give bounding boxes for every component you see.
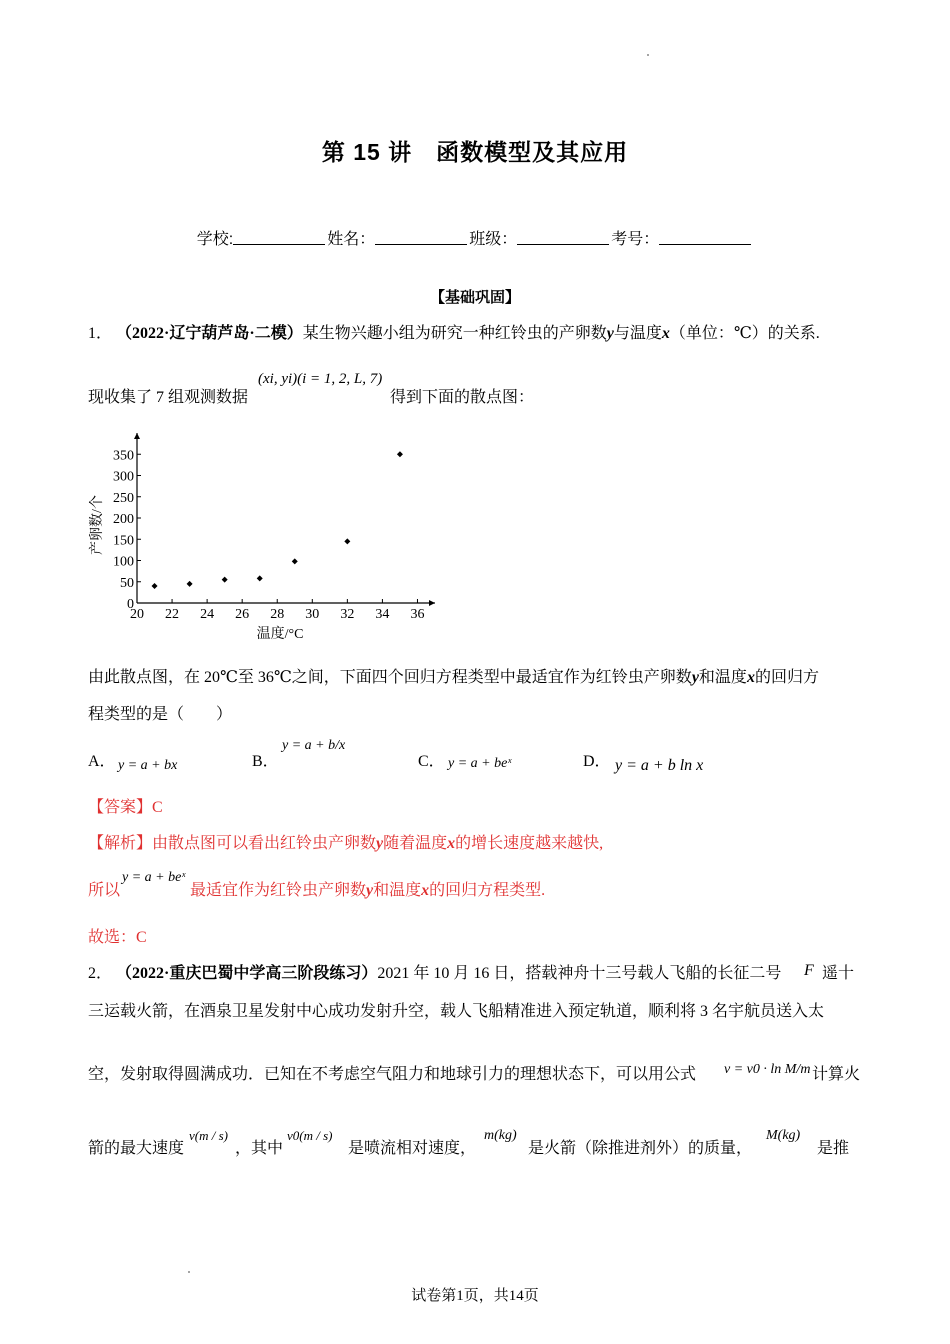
option-c-label: C． xyxy=(418,753,445,770)
q2-line2 xyxy=(88,1002,824,1022)
chart-points xyxy=(152,451,403,589)
q2-line4b xyxy=(235,1139,283,1159)
q1-var-y2: y xyxy=(691,669,699,686)
q2-line1b xyxy=(822,964,854,984)
q2-text7: ，其中 xyxy=(235,1140,284,1157)
student-info xyxy=(0,226,950,249)
option-b-label: B． xyxy=(252,753,279,770)
analysis-text1: 由散点图可以看出红铃虫产卵数 xyxy=(152,835,377,852)
x-tick-label: 32 xyxy=(340,607,355,622)
y-tick-label: 250 xyxy=(113,490,134,506)
conclusion: 故选：C xyxy=(88,929,147,946)
page-footer: 试卷第1页，共14页 xyxy=(411,1288,539,1304)
q1-source: （2022·辽宁葫芦岛·二模） xyxy=(116,325,303,342)
data-point xyxy=(397,451,403,457)
q2-m-unit: m(kg) xyxy=(484,1128,517,1143)
y-tick-label: 300 xyxy=(113,469,134,485)
school-label: 学校: xyxy=(196,231,234,248)
analysis-text2: 随着温度 xyxy=(383,835,448,852)
option-d[interactable] xyxy=(583,752,611,772)
q1-text2: 与温度 xyxy=(613,325,662,342)
x-tick-label: 28 xyxy=(270,607,285,622)
q2-line4e xyxy=(817,1139,849,1159)
q2-line4d xyxy=(528,1139,752,1159)
q2-text6: 箭的最大速度 xyxy=(88,1140,185,1157)
analysis-text4: 所以 xyxy=(88,882,121,899)
q2-line3b xyxy=(812,1065,860,1085)
x-axis-label: 温度/°C xyxy=(256,627,304,642)
y-axis-label: 产卵数/个 xyxy=(90,495,105,555)
q1-text4: 现收集了 7 组观测数据 xyxy=(88,389,249,406)
q1-var-y: y xyxy=(606,325,614,342)
q2-text2: 遥十 xyxy=(822,965,855,982)
q2-text4: 空，发射取得圆满成功．已知在不考虑空气阻力和地球引力的理想状态下，可以用公式 xyxy=(88,1066,697,1083)
analysis-var-x2: x xyxy=(421,882,430,899)
x-tick-label: 36 xyxy=(410,607,425,622)
data-point xyxy=(152,583,158,589)
class-field[interactable] xyxy=(517,230,609,245)
q2-v0-unit: v0(m / s) xyxy=(287,1128,333,1143)
q2-line4c xyxy=(348,1139,476,1159)
analysis-label: 【解析】 xyxy=(88,835,153,852)
y-tick-label: 200 xyxy=(113,512,134,527)
q1-var-x: x xyxy=(661,325,670,342)
q2-text10: 是推 xyxy=(817,1140,850,1157)
option-c-formula: y = a + beˣ xyxy=(448,756,512,771)
x-tick-label: 30 xyxy=(305,607,320,622)
q2-text8: 是喷流相对速度， xyxy=(348,1140,477,1157)
q2-text9: 是火箭（除推进剂外）的质量， xyxy=(528,1140,753,1157)
number-field[interactable] xyxy=(659,230,751,245)
analysis-text6: 和温度 xyxy=(373,882,422,899)
data-point xyxy=(222,577,228,583)
option-b-formula xyxy=(282,738,345,754)
q2-line1 xyxy=(88,964,781,984)
analysis-text7: 的回归方程类型. xyxy=(429,882,546,899)
q1-line2 xyxy=(88,388,248,408)
data-point xyxy=(257,575,263,581)
q1-line4 xyxy=(88,705,232,725)
q2-text3: 三运载火箭，在酒泉卫星发射中心成功发射升空，载人飞船精准进入预定轨道，顺利将 3 名宇航员送入太 xyxy=(88,1003,825,1020)
q1-text5: 得到下面的散点图： xyxy=(390,389,535,406)
school-field[interactable] xyxy=(233,230,325,245)
q1-text8: 的回归方 xyxy=(754,669,819,686)
analysis-text5: 最适宜作为红铃虫产卵数 xyxy=(190,882,367,899)
q1-line2b xyxy=(390,388,534,408)
y-tick-label: 150 xyxy=(113,533,134,549)
option-d-label: D． xyxy=(583,753,611,770)
option-a-label: A． xyxy=(88,753,116,770)
x-tick-label: 22 xyxy=(165,607,180,622)
q1-text6: 由此散点图，在 20℃至 36℃之间，下面四个回归方程类型中最适宜作为红铃虫产卵数 xyxy=(88,669,692,686)
q1-line3 xyxy=(88,668,819,688)
q1-line1 xyxy=(88,324,820,344)
analysis-text3: 的增长速度越来越快, xyxy=(455,835,604,852)
analysis-line1 xyxy=(88,834,603,854)
y-tick-label: 50 xyxy=(120,575,134,591)
analysis-line2a xyxy=(88,881,120,901)
analysis-line2b xyxy=(190,881,545,901)
y-axis-arrow xyxy=(134,433,140,439)
data-point xyxy=(187,581,193,587)
option-b[interactable] xyxy=(252,752,279,772)
analysis-formula: y = a + beˣ xyxy=(122,870,186,885)
data-point xyxy=(292,558,298,564)
name-field[interactable] xyxy=(375,230,467,245)
q2-formula: v = v0 · ln M/m xyxy=(724,1062,811,1077)
option-a[interactable] xyxy=(88,752,116,772)
option-b-formula-text: y = a + b/x xyxy=(282,738,346,753)
q2-text5: 计算火 xyxy=(812,1066,861,1083)
option-a-formula: y = a + bx xyxy=(118,758,178,773)
analysis-var-y: y xyxy=(376,835,384,852)
section-title: 【基础巩固】 xyxy=(429,289,520,306)
x-tick-label: 20 xyxy=(130,607,144,622)
class-label: 班级： xyxy=(469,231,518,248)
q2-text1: 2021 年 10 月 16 日，搭载神舟十三号载人飞船的长征二号 xyxy=(377,965,782,982)
conclusion-line xyxy=(88,928,147,948)
q2-v-unit: v(m / s) xyxy=(189,1128,228,1143)
option-c[interactable] xyxy=(418,752,445,772)
chart-axes xyxy=(113,433,435,622)
x-tick-label: 24 xyxy=(200,607,215,622)
y-tick-label: 100 xyxy=(113,554,134,570)
answer-value: C xyxy=(152,799,163,816)
number-label: 考号： xyxy=(611,231,660,248)
y-tick-label: 350 xyxy=(113,448,134,464)
corner-dot-bottom xyxy=(188,1271,190,1273)
y-tick-label: 0 xyxy=(127,597,134,612)
q2-line3 xyxy=(88,1065,696,1085)
q2-line4a xyxy=(88,1139,184,1159)
page-title: 第 15 讲 函数模型及其应用 xyxy=(321,139,629,165)
q2-number: 2． xyxy=(88,965,113,982)
answer-line xyxy=(88,798,163,818)
q2-M-unit: M(kg) xyxy=(766,1128,801,1143)
option-d-formula: y = a + b ln x xyxy=(615,757,704,774)
analysis-var-x: x xyxy=(447,835,456,852)
answer-label: 【答案】 xyxy=(88,799,153,816)
corner-dot-top xyxy=(647,54,649,56)
q1-text1: 某生物兴趣小组为研究一种红铃虫的产卵数 xyxy=(302,325,607,342)
scatter-chart xyxy=(85,425,455,655)
name-label: 姓名： xyxy=(327,231,376,248)
q2-source: （2022·重庆巴蜀中学高三阶段练习） xyxy=(116,965,378,982)
q1-data-formula: (xi, yi)(i = 1, 2, L, 7) xyxy=(258,371,383,387)
q1-text9: 程类型的是（ ） xyxy=(88,706,233,723)
analysis-var-y2: y xyxy=(366,882,374,899)
x-tick-label: 26 xyxy=(235,607,250,622)
q1-text3: （单位：℃）的关系. xyxy=(669,325,820,342)
data-point xyxy=(344,538,350,544)
x-tick-label: 34 xyxy=(375,607,390,622)
q1-text7: 和温度 xyxy=(698,669,747,686)
q2-var-f: F xyxy=(804,962,814,979)
q1-var-x2: x xyxy=(746,669,755,686)
q1-number: 1． xyxy=(88,325,113,342)
x-axis-arrow xyxy=(429,600,435,606)
